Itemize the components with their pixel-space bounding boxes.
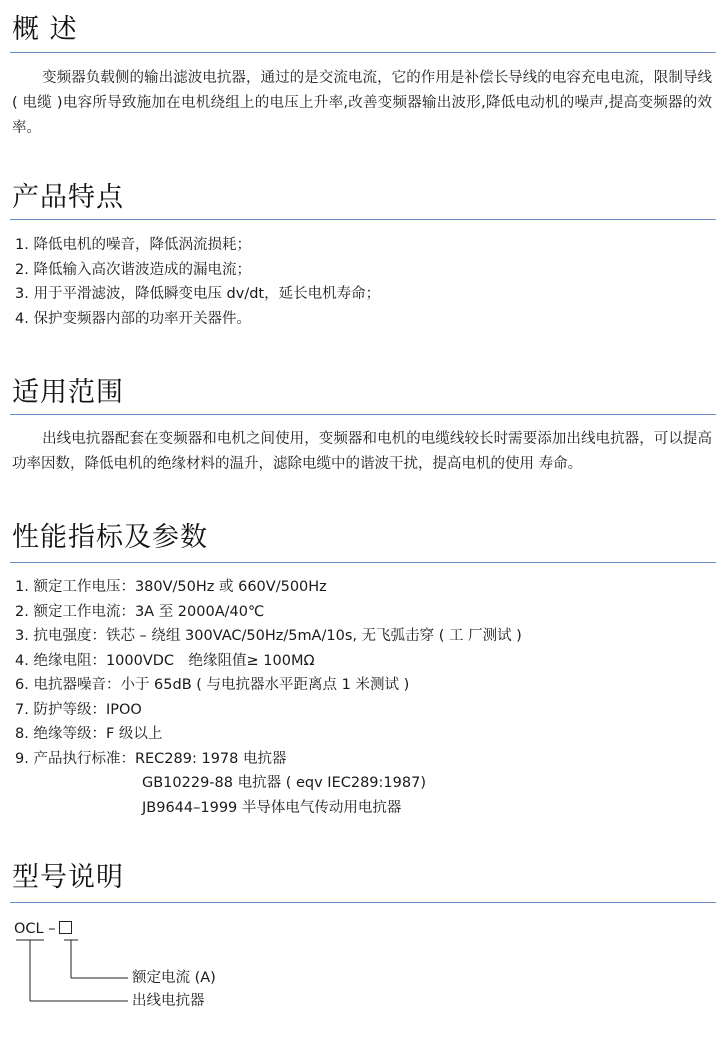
overview-paragraph: 变频器负载侧的输出滤波电抗器，通过的是交流电流，它的作用是补偿长导线的电容充电电流，限制导线( 电缆 )电容所导致施加在电机绕组上的电压上升率,改善变频器输出波形,降低电动机的噪声,提高变频器的效率。 — [12, 70, 712, 136]
list-item: 4. 保护变频器内部的功率开关器件。 — [15, 310, 251, 327]
standard-line: JB9644–1999 半导体电气传动用电抗器 — [142, 799, 402, 816]
rated-current-label: 额定电流 (A) — [132, 970, 216, 986]
list-item: 3. 用于平滑滤波，降低瞬变电压 dv/dt，延长电机寿命； — [15, 286, 381, 302]
scope-paragraph: 出线电抗器配套在变频器和电机之间使用，变频器和电机的电缆线较长时需要添加出线电抗器，可以提高功率因数，降低电机的绝缘材料的温升，滤除电缆中的谐波干扰，提高电机的使用 寿命。 — [12, 431, 712, 472]
list-item: 4. 绝缘电阻：1000VDC 绝缘阻值≥ 100MΩ — [15, 652, 315, 669]
list-item: 6. 电抗器噪音：小于 65dB ( 与电抗器水平距离点 1 米测试 ) — [15, 677, 410, 693]
list-item: 2. 降低输入高次谐波造成的漏电流； — [15, 261, 251, 278]
list-item: 1. 降低电机的噪音，降低涡流损耗； — [15, 237, 251, 253]
list-item: 7. 防护等级：IPOO — [15, 701, 142, 718]
list-item: 9. 产品执行标准：REC289: 1978 电抗器 — [15, 750, 287, 767]
section-title-features: 产品特点 — [12, 182, 124, 213]
section-title-specs: 性能指标及参数 — [12, 522, 208, 553]
reactor-type-label: 出线电抗器 — [132, 993, 205, 1009]
model-code-prefix: OCL – — [14, 921, 56, 937]
list-item: 8. 绝缘等级：F 级以上 — [15, 726, 163, 742]
list-item: 2. 额定工作电流：3A 至 2000A/40℃ — [15, 603, 265, 620]
section-title-overview: 概 述 — [12, 14, 78, 45]
section-title-scope: 适用范围 — [12, 377, 124, 408]
standard-line: GB10229-88 电抗器 ( eqv IEC289:1987) — [142, 775, 426, 791]
list-item: 3. 抗电强度：铁芯 – 绕组 300VAC/50Hz/5mA/10s, 无飞弧击穿 ( 工 厂测试 ) — [15, 628, 522, 644]
section-title-model: 型号说明 — [12, 862, 124, 893]
list-item: 1. 额定工作电压：380V/50Hz 或 660V/500Hz — [15, 579, 327, 595]
